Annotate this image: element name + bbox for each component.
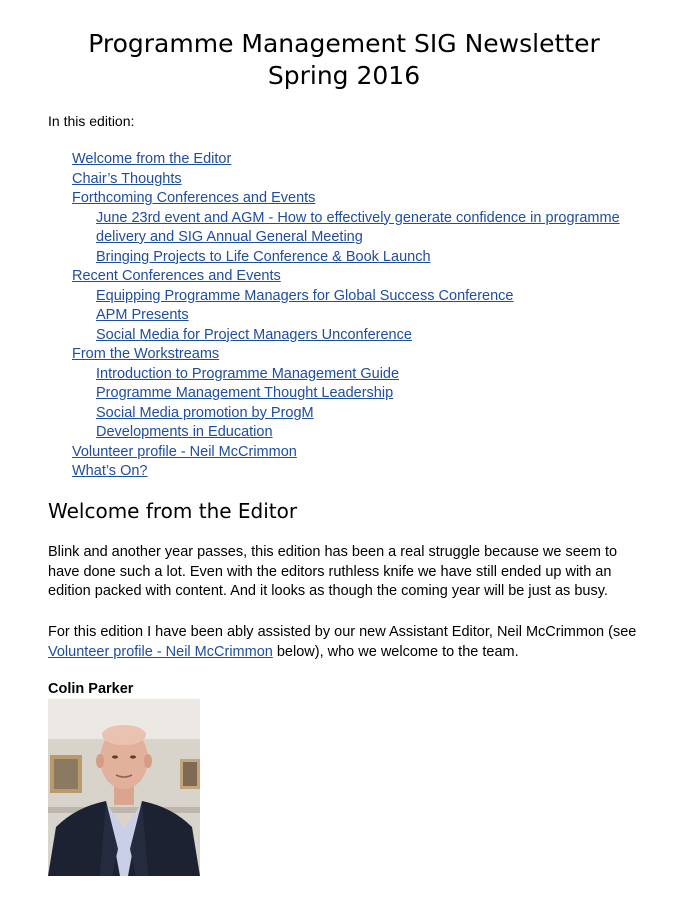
toc-link-bringing-projects[interactable]: Bringing Projects to Life Conference & Book Launch [96,248,431,265]
edition-intro: In this edition: [48,113,135,129]
toc-link-intro-guide[interactable]: Introduction to Programme Management Guide [96,365,400,382]
toc-link-education[interactable]: Developments in Education [96,424,273,440]
toc-link-forthcoming-events[interactable]: Forthcoming Conferences and Events [72,190,316,206]
paragraph-text: For this edition I have been ably assisted by our new Assistant Editor, Neil McCrimmon (see [48,624,637,640]
newsletter-edition: Spring 2016 [267,61,421,90]
toc-link-social-media-progm[interactable]: Social Media promotion by ProgM [96,404,314,421]
toc-link-volunteer-profile[interactable]: Volunteer profile - Neil McCrimmon [72,443,297,460]
section-heading: Welcome from the Editor [48,499,298,523]
toc-link-june-event-agm-cont[interactable]: delivery and SIG Annual General Meeting [96,229,363,245]
toc-link-workstreams[interactable]: From the Workstreams [72,346,220,362]
toc-link-june-event-agm[interactable]: June 23rd event and AGM - How to effectively generate confidence in programme [96,209,620,226]
volunteer-profile-link[interactable]: Volunteer profile - Neil McCrimmon [48,643,273,660]
toc-link-social-media-unconference[interactable]: Social Media for Project Managers Unconference [96,326,412,343]
author-name: Colin Parker [48,681,134,697]
toc-link-apm-presents[interactable]: APM Presents [96,307,189,323]
toc-link-chairs-thoughts[interactable]: Chair’s Thoughts [72,170,182,187]
author-photo [48,699,200,876]
editor-paragraph-2 [48,623,648,662]
newsletter-title: Programme Management SIG Newsletter [88,29,600,58]
editor-paragraph-1: Blink and another year passes, this edition has been a real struggle because we seem to have done such a lot. Even with the editors ruthless knife we have still ended up with an edition packed with content. And it looks as though the coming year will be just as busy. [48,544,618,599]
toc-link-thought-leadership[interactable]: Programme Management Thought Leadership [96,385,394,401]
toc-link-recent-events[interactable]: Recent Conferences and Events [72,268,281,284]
toc-link-whats-on[interactable]: What’s On? [72,463,148,479]
portrait-image [48,699,200,876]
paragraph-text: below), who we welcome to the team. [272,643,519,660]
toc-link-equipping-pm[interactable]: Equipping Programme Managers for Global Success Conference [96,287,514,304]
toc-link-welcome[interactable]: Welcome from the Editor [72,151,232,167]
